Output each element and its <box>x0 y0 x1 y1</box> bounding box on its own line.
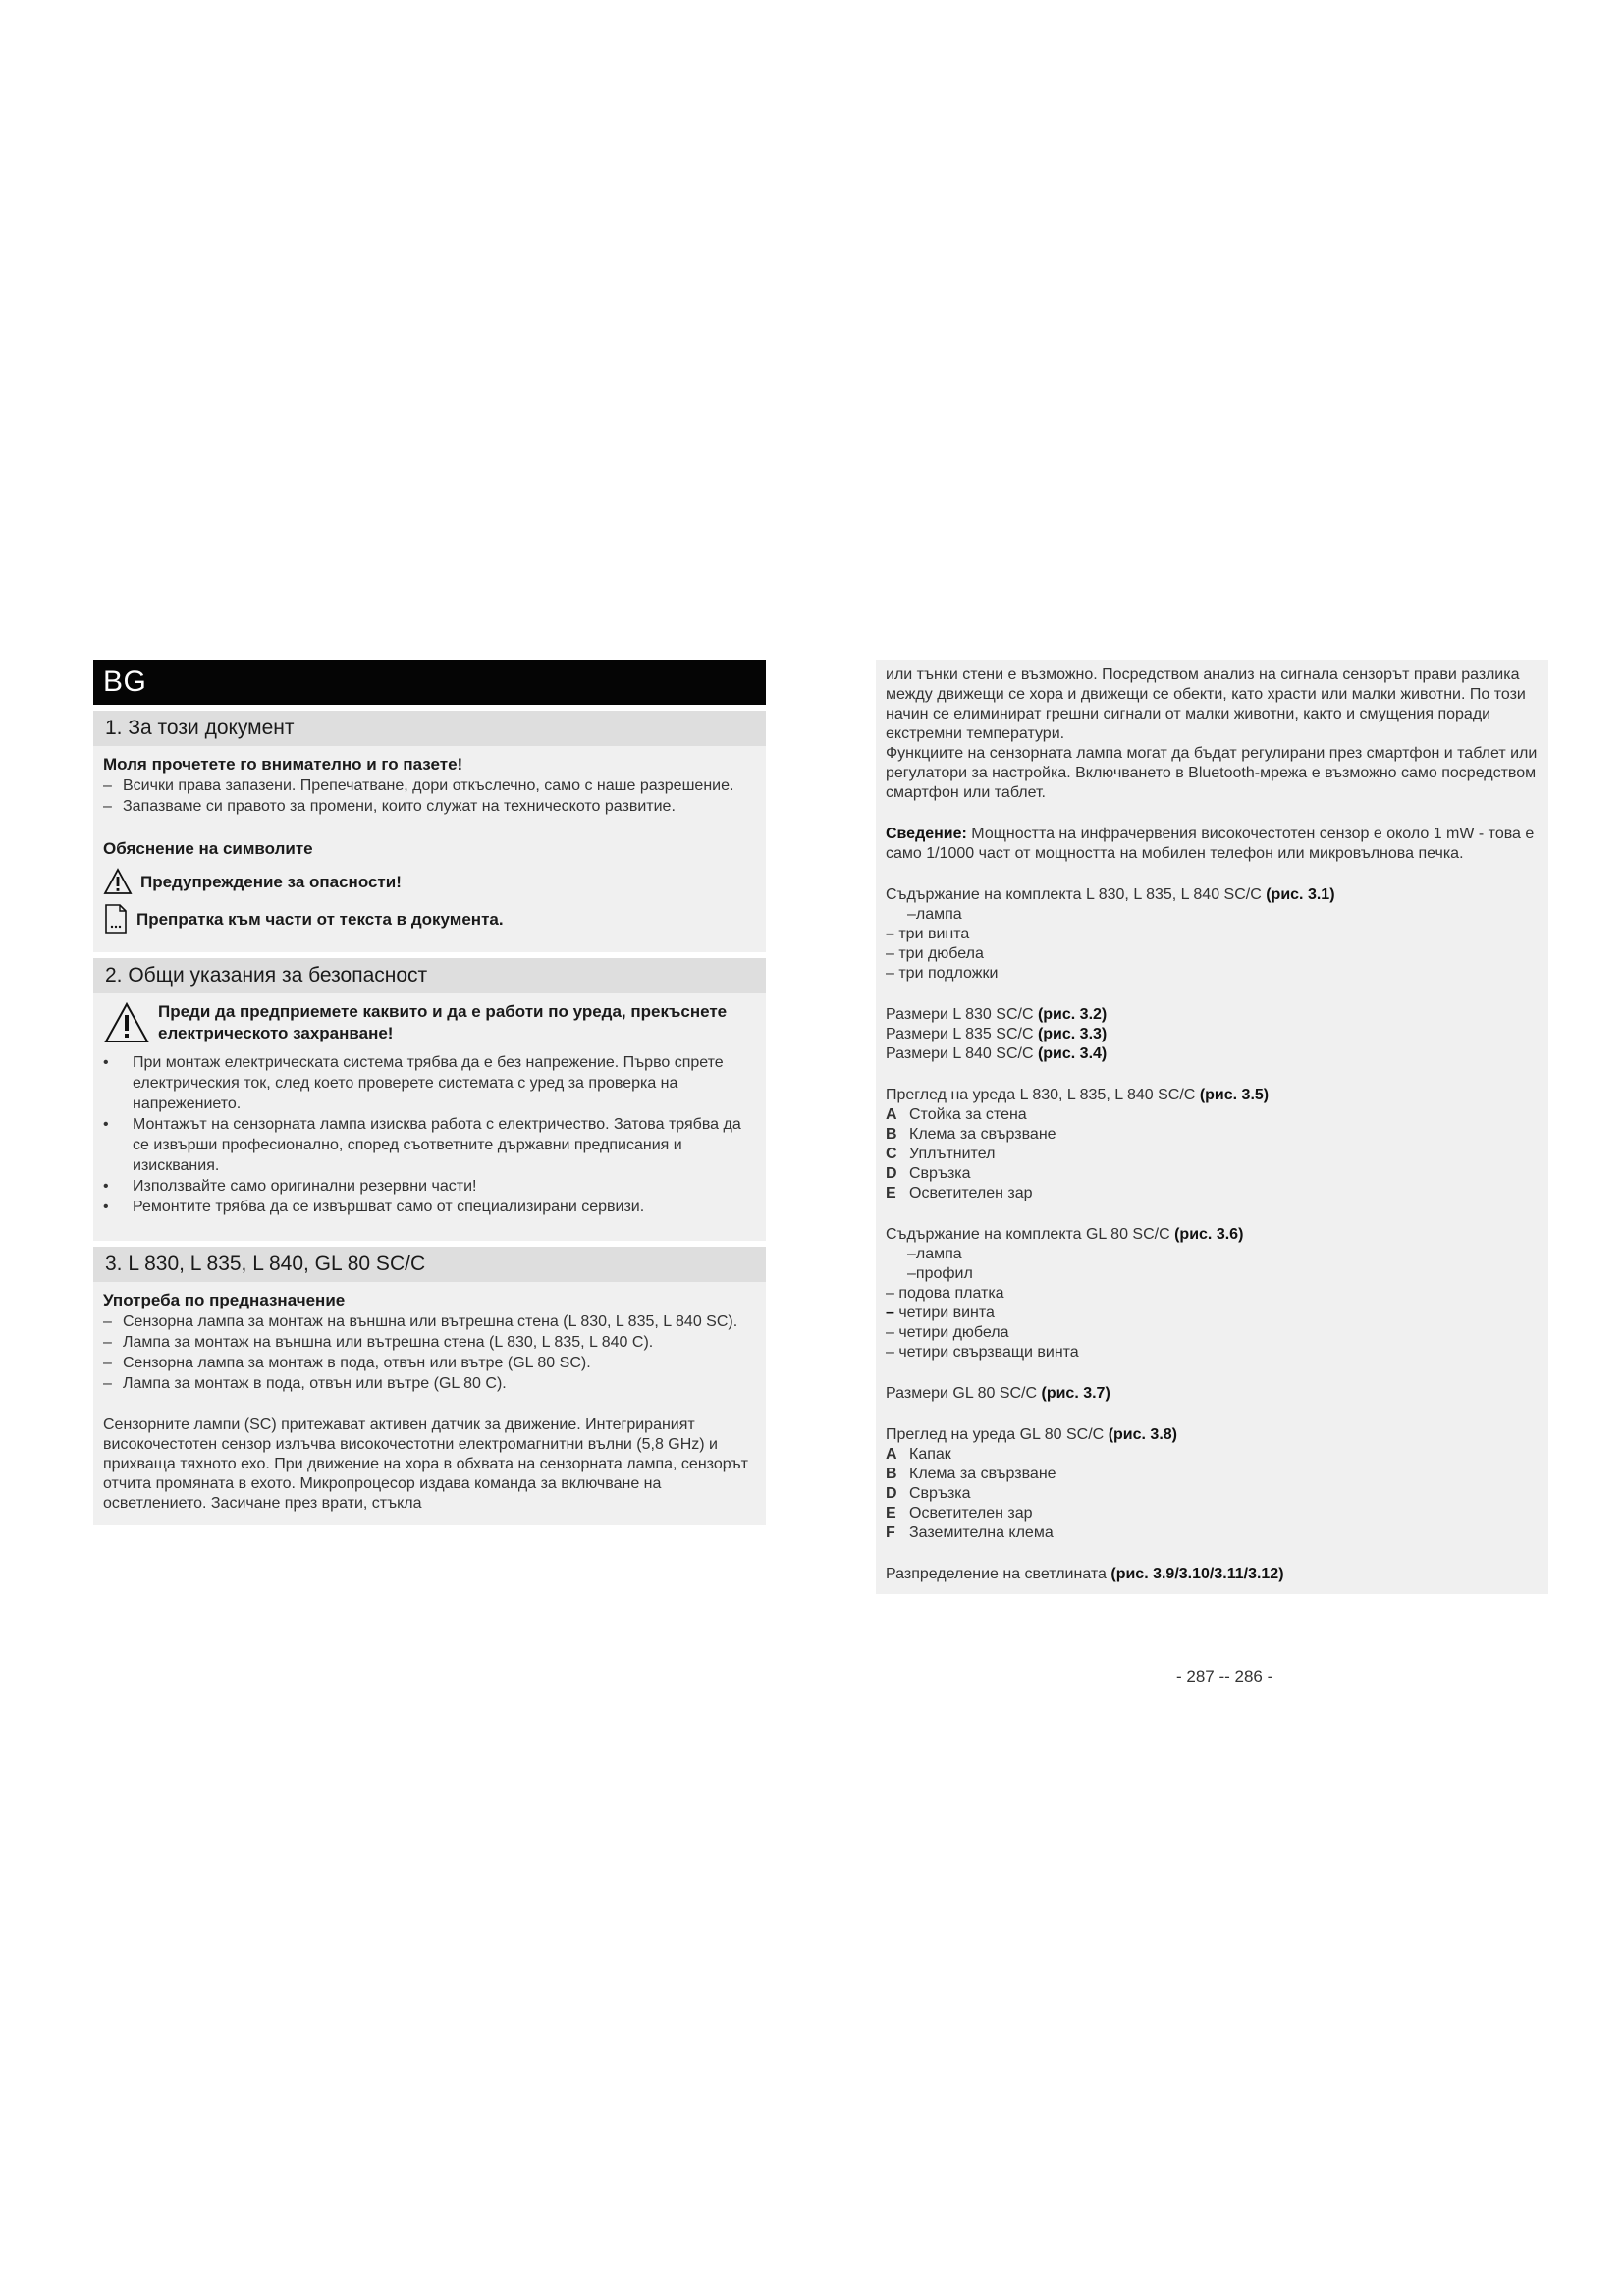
section-title: 3. L 830, L 835, L 840, GL 80 SC/C <box>93 1247 766 1282</box>
language-bar: BG <box>93 660 766 705</box>
section-about-document <box>93 711 766 952</box>
list-item: A Капак <box>886 1446 951 1463</box>
dimension-line: Размери L 830 SC/C (рис. 3.2) <box>886 1006 1108 1023</box>
list-item: F Заземителна клема <box>886 1524 1054 1541</box>
list-item: – Сензорна лампа за монтаж в пода, отвън или вътре (GL 80 SC). <box>103 1355 591 1371</box>
list-item: – Лампа за монтаж на външна или вътрешна стена (L 830, L 835, L 840 C). <box>103 1334 654 1351</box>
safety-warning <box>103 1001 756 1044</box>
section-title: 1. За този документ <box>93 711 766 746</box>
warning-triangle-icon <box>103 1001 150 1044</box>
warning-label: Предупреждение за опасности! <box>140 872 402 891</box>
symbol-warning-row <box>103 868 756 895</box>
list-item: C Уплътнител <box>886 1146 996 1162</box>
list-item: • Използвайте само оригинални резервни части! <box>103 1178 477 1195</box>
list-item: • При монтаж електрическата система трябва да е без напрежение. Първо спрете електрическия ток, след което проверете системата с уред за проверка на напрежението. <box>103 1054 724 1112</box>
document-reference-icon <box>103 903 129 934</box>
section-title: 2. Общи указания за безопасност <box>93 958 766 993</box>
symbols-heading: Обяснение на символите <box>103 839 313 858</box>
dimension2-line: Размери GL 80 SC/C (рис. 3.7) <box>886 1385 1110 1402</box>
list-item: – четири винта <box>886 1305 995 1321</box>
list-item: –лампа <box>907 906 962 923</box>
sensor-paragraph: Сензорните лампи (SC) притежават активен датчик за движение. Интегрираният високочестотен сензор излъчва високочестотни електромагнитни вълни (5,8 GHz) и прихваща тяхното ехо. При движение на хора в обхвата на сензорната лампа, сензорът отчита промяната в ехото. Микропроцесор издава команда за включване на осветлението. Засичане през врати, стъкла <box>103 1416 748 1512</box>
safety-warning-text: Преди да предприемете каквито и да е работи по уреда, прекъснете електрическото захранване! <box>158 1002 728 1042</box>
right-column <box>876 660 1548 1594</box>
list-item: – три подложки <box>886 965 999 982</box>
list-item: – подова платка <box>886 1285 1004 1302</box>
page-number: - 287 -- 286 - <box>1176 1667 1273 1685</box>
functions-paragraph: Функциите на сензорната лампа могат да бъдат регулирани през смартфон и таблет или регулатори за настройка. Включването в Bluetooth-мрежа е възможно само посредством смартфон или таблет. <box>886 745 1538 801</box>
list-item: B Клема за свързване <box>886 1126 1056 1143</box>
list-item: – три дюбела <box>886 945 984 962</box>
list-item: –профил <box>907 1265 973 1282</box>
left-column <box>93 660 766 1525</box>
intended-use-heading: Употреба по предназначение <box>103 1291 346 1309</box>
light-distribution-line: Разпределение на светлината (рис. 3.9/3.10/3.11/3.12) <box>886 1566 1284 1582</box>
read-heading: Моля прочетете го внимателно и го пазете! <box>103 755 463 774</box>
dimension-line: Размери L 840 SC/C (рис. 3.4) <box>886 1045 1108 1062</box>
warning-triangle-icon <box>103 868 133 895</box>
list-item: – Лампа за монтаж в пода, отвън или вътре (GL 80 C). <box>103 1375 507 1392</box>
list-item: –лампа <box>907 1246 962 1262</box>
list-item: D Свръзка <box>886 1485 971 1502</box>
list-item: E Осветителен зар <box>886 1185 1033 1201</box>
list-item: – Сензорна лампа за монтаж на външна или вътрешна стена (L 830, L 835, L 840 SC). <box>103 1313 738 1330</box>
list-item: • Ремонтите трябва да се извършват само от специализирани сервизи. <box>103 1199 645 1215</box>
list-item: – Всички права запазени. Препечатване, дори откъслечно, само с наше разрешение. <box>103 777 734 794</box>
list-item: D Свръзка <box>886 1165 971 1182</box>
overview2-heading: Преглед на уреда GL 80 SC/C (рис. 3.8) <box>886 1426 1177 1443</box>
kit2-heading: Съдържание на комплекта GL 80 SC/C (рис. 3.6) <box>886 1226 1244 1243</box>
list-item: E Осветителен зар <box>886 1505 1033 1522</box>
list-item: – четири свързващи винта <box>886 1344 1079 1361</box>
continuation-paragraph: или тънки стени е възможно. Посредством анализ на сигнала сензорът прави разлика между движещи се хора и движещи се обекти, като храсти или малки животни. По този начин се елиминират грешни сигнали от малки животни, както и смущения поради екстремни температури. <box>886 667 1526 742</box>
list-item: – три винта <box>886 926 970 942</box>
list-item: B Клема за свързване <box>886 1466 1056 1482</box>
section-products <box>93 1247 766 1525</box>
list-item: A Стойка за стена <box>886 1106 1027 1123</box>
overview1-heading: Преглед на уреда L 830, L 835, L 840 SC/C (рис. 3.5) <box>886 1087 1270 1103</box>
note-paragraph: Сведение: Мощността на инфрачервения високочестотен сензор е около 1 mW - това е само 1/1000 част от мощността на мобилен телефон или микровълнова печка. <box>886 826 1535 862</box>
section-safety <box>93 958 766 1241</box>
symbol-reference-row <box>103 903 756 934</box>
reference-label: Препратка към части от текста в документа. <box>136 909 504 929</box>
list-item: • Монтажът на сензорната лампа изисква работа с електричество. Затова трябва да се извърши професионално, според съответните държавни предписания и изисквания. <box>103 1116 741 1174</box>
list-item: – Запазваме си правото за промени, които служат на техническото развитие. <box>103 798 676 815</box>
list-item: – четири дюбела <box>886 1324 1009 1341</box>
kit1-heading: Съдържание на комплекта L 830, L 835, L 840 SC/C (рис. 3.1) <box>886 886 1335 903</box>
dimension-line: Размери L 835 SC/C (рис. 3.3) <box>886 1026 1108 1042</box>
